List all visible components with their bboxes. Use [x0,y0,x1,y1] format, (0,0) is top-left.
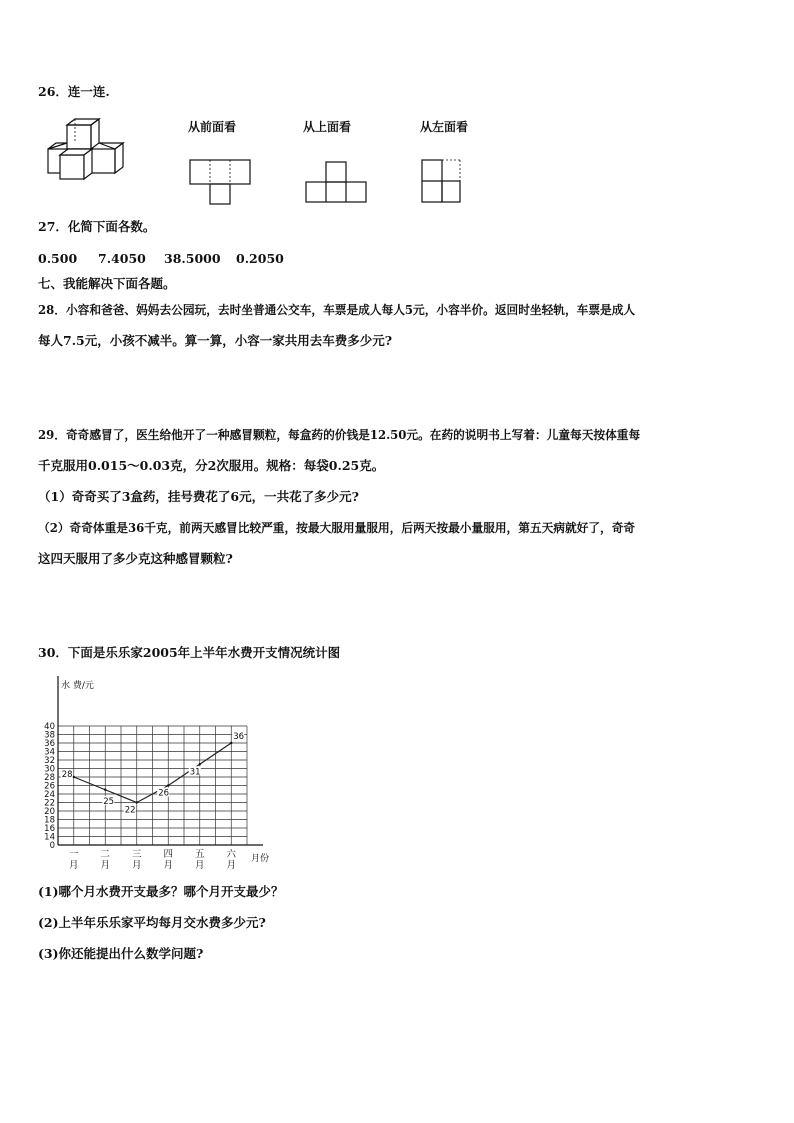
data-point [136,801,138,803]
y-tick-label: 14 [44,832,55,843]
top-view-shape [304,158,374,208]
data-label: 36 [233,732,245,742]
q29-line1: 29．奇奇感冒了，医生给他开了一种感冒颗粒，每盒药的价钱是12.50元。在药的说明书上写着：儿童每天按体重每 [38,428,641,442]
q30-sub1: (1)哪个月水费开支最多？哪个月开支最少？ [38,884,284,899]
data-point [230,742,232,744]
decimal-number: 0.2050 [236,251,284,266]
q30-sub2: (2)上半年乐乐家平均每月交水费多少元? [38,915,266,930]
data-point [73,776,75,778]
y-tick-label: 40 [44,722,55,732]
decimal-number: 7.4050 [98,251,146,266]
q30-title: 30．下面是乐乐家2005年上半年水费开支情况统计图 [38,645,341,660]
y-tick-label: 30 [44,764,55,775]
data-label: 22 [124,805,136,816]
x-tick-label: 二 [100,849,111,860]
data-point [104,789,106,791]
y-tick-label: 24 [44,790,55,800]
decimal-number: 0.500 [38,251,78,266]
q27-title: 27．化简下面各数。 [38,219,156,234]
y-tick-label: 26 [44,781,55,792]
y-tick-label: 38 [44,730,55,741]
view-label-left: 从左面看 [420,120,469,134]
y-tick-label: 22 [44,798,55,809]
y-tick-label: 28 [44,773,55,783]
q29-line2: 千克服用0.015～0.03克，分2次服用。规格：每袋0.25克。 [38,458,385,473]
front-view-shape [188,158,258,208]
y-tick-label: 32 [44,756,55,766]
view-label-front: 从前面看 [188,120,237,134]
q29-sub1: （1）奇奇买了3盒药，挂号费花了6元，一共花了多少元? [38,489,359,504]
y-tick-label: 34 [44,747,55,758]
y-tick-label: 0 [49,841,55,851]
x-axis-label: 月份 [251,854,270,864]
q28-line2: 每人7.5元，小孩不减半。算一算，小容一家共用去车费多少元? [38,333,393,348]
view-label-top: 从上面看 [303,120,352,134]
x-tick-label: 六 [226,849,237,860]
x-tick-label: 一 [68,849,79,860]
data-label: 28 [61,770,73,780]
data-label: 25 [103,796,115,807]
data-label: 31 [189,767,201,778]
x-tick-label: 月 [226,860,237,871]
data-point [199,763,201,765]
q29-sub2-line1: （2）奇奇体重是36千克，前两天感冒比较严重，按最大服用量服用，后两天按最小量服用，第五天病就好了，奇奇 [38,521,636,535]
x-tick-label: 三 [131,849,142,860]
water-fee-line-chart [38,674,278,874]
cube-stack-figure [44,117,134,182]
y-axis-label: 水 费/元 [61,681,94,691]
data-label: 26 [158,788,170,799]
decimal-number: 38.5000 [164,251,221,266]
x-tick-label: 月 [131,860,142,871]
q28-line1: 28．小容和爸爸、妈妈去公园玩，去时坐普通公交车，车票是成人每人5元，小容半价。返回时坐轻轨，车票是成人 [38,303,636,317]
q29-sub2-line2: 这四天服用了多少克这种感冒颗粒? [38,551,233,566]
x-tick-label: 四 [163,849,174,860]
x-tick-label: 月 [100,860,111,871]
y-tick-label: 16 [44,824,55,834]
x-tick-label: 月 [194,860,205,871]
y-tick-label: 20 [44,807,55,817]
x-tick-label: 月 [68,860,79,871]
x-tick-label: 月 [163,860,174,871]
q26-title: 26．连一连. [38,84,110,99]
q30-sub3: (3)你还能提出什么数学问题? [38,946,204,961]
y-tick-label: 18 [44,815,55,826]
x-tick-label: 五 [194,849,205,860]
y-tick-label: 36 [44,739,55,749]
section-heading: 七、我能解决下面各题。 [38,276,176,291]
left-view-shape [420,158,470,208]
data-point [167,784,169,786]
